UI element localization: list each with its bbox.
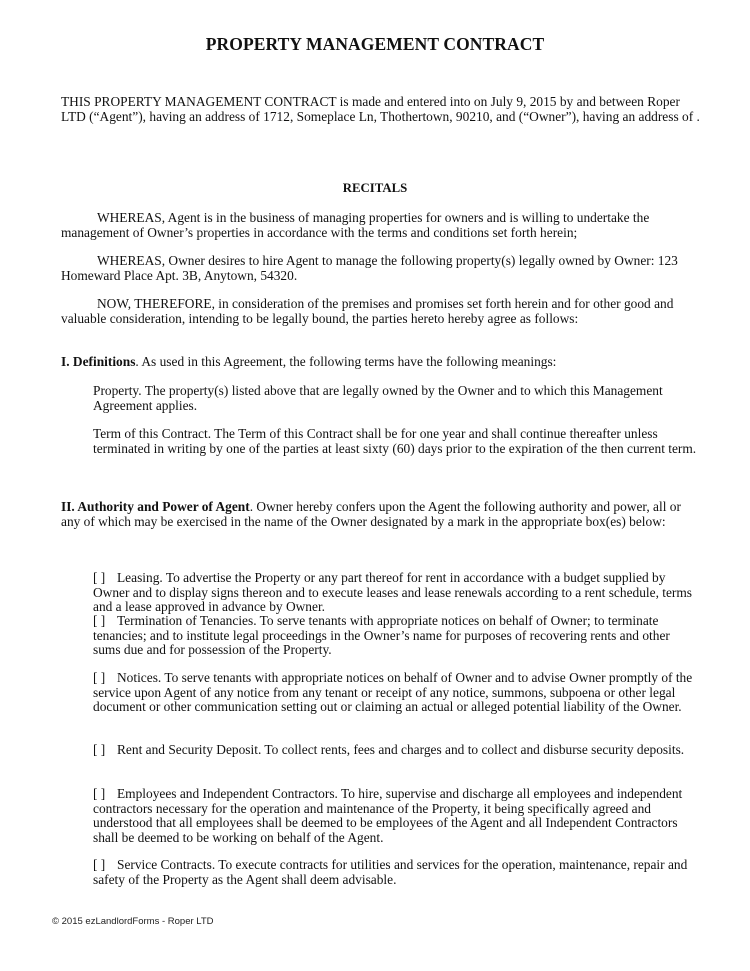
authority-item-text: Service Contracts. To execute contracts for utilities and services for the operation, maintenance, repair and safety of the Property as the Agent shall deem advisable. [93, 857, 688, 887]
checkbox[interactable]: [ ] [93, 613, 106, 628]
recital-1: WHEREAS, Agent is in the business of managing properties for owners and is willing to undertake the management of Owner’s properties in accordance with the terms and conditions set forth herein; [61, 210, 650, 240]
authority-item [93, 743, 698, 758]
authority-item [93, 671, 698, 715]
section-1-intro [61, 355, 701, 370]
section-1-heading: I. Definitions [61, 354, 136, 369]
authority-item [93, 787, 698, 845]
checkbox[interactable]: [ ] [93, 857, 106, 872]
checkbox[interactable]: [ ] [93, 570, 106, 585]
section-2-text: . Owner hereby confers upon the Agent the following authority and power, all or any of which may be exercised in the name of the Owner designated by a mark in the appropriate box(es) below: [61, 499, 681, 529]
definition-property: Property. The property(s) listed above that are legally owned by the Owner and to which this Management Agreement applies. [93, 383, 663, 413]
authority-item [93, 858, 698, 887]
checkbox[interactable]: [ ] [93, 670, 106, 685]
recital-3: NOW, THEREFORE, in consideration of the premises and promises set forth herein and for other good and valuable consideration, intending to be legally bound, the parties hereto hereby agree as follows: [61, 296, 674, 326]
authority-item-text: Termination of Tenancies. To serve tenants with appropriate notices on behalf of Owner; to terminate tenancies; and to institute legal proceedings in the Owner’s name for purposes of recovering rents and other sums due and for possession of the Property. [93, 613, 670, 658]
page-title: PROPERTY MANAGEMENT CONTRACT [205, 34, 545, 54]
authority-item [93, 614, 698, 658]
authority-item-text: Employees and Independent Contractors. To hire, supervise and discharge all employees and independent contractors necessary for the operation and maintenance of the Property, it being specifically agreed and understood that all employees shall be deemed to be employees of the Agent and all Independent Contractors shall be deemed to be working on behalf of the Agent. [93, 786, 683, 845]
recitals-heading: RECITALS [342, 181, 408, 195]
authority-item-text: Leasing. To advertise the Property or any part thereof for rent in accordance with a budget supplied by Owner and to display signs thereon and to execute leases and lease renewals according to a rent schedule, terms and a lease approved in advance by Owner. [93, 570, 693, 615]
section-1-text: . As used in this Agreement, the following terms have the following meanings: [135, 354, 557, 369]
authority-item-text: Rent and Security Deposit. To collect rents, fees and charges and to collect and disburse security deposits. [117, 742, 685, 757]
authority-item [93, 571, 698, 615]
checkbox[interactable]: [ ] [93, 786, 106, 801]
copyright-footer: © 2015 ezLandlordForms - Roper LTD [52, 916, 214, 927]
checkbox[interactable]: [ ] [93, 742, 106, 757]
definition-term: Term of this Contract. The Term of this Contract shall be for one year and shall continue thereafter unless terminated in writing by one of the parties at least sixty (60) days prior to the expiration of the then current term. [93, 426, 697, 456]
authority-item-text: Notices. To serve tenants with appropriate notices on behalf of Owner and to advise Owner promptly of the service upon Agent of any notice from any tenant or receipt of any notice, summons, subpoena or other legal document or other communication setting out or claiming an actual or alleged potential liability of the Owner. [93, 670, 693, 715]
section-2-heading: II. Authority and Power of Agent [61, 499, 250, 514]
section-2-intro [61, 500, 701, 529]
intro-paragraph: THIS PROPERTY MANAGEMENT CONTRACT is made and entered into on July 9, 2015 by and between Roper LTD (“Agent”), having an address of 1712, Someplace Ln, Thothertown, 90210, and (“Owner”), having an address of . [61, 94, 700, 124]
recital-2: WHEREAS, Owner desires to hire Agent to manage the following property(s) legally owned by Owner: 123 Homeward Place Apt. 3B, Anytown, 54320. [61, 253, 678, 283]
